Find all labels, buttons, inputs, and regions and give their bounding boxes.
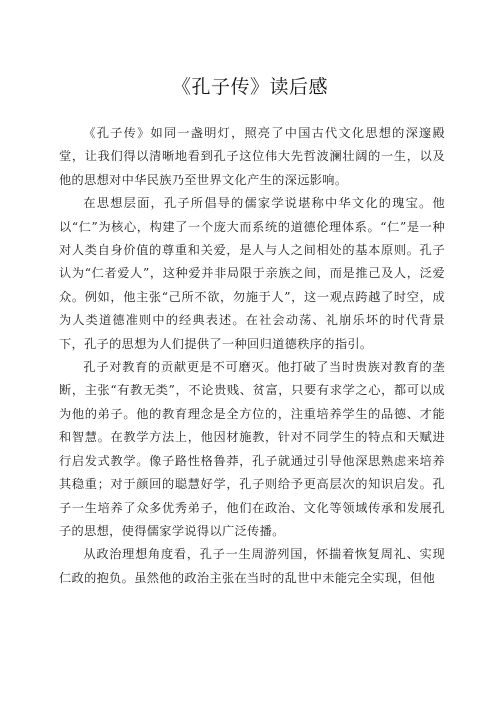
paragraph-politics: 从政治理想角度看，孔子一生周游列国，怀揣着恢复周礼、实现仁政的抱负。虽然他的政治主张在当时的乱世中未能完全实现，但他 xyxy=(59,547,445,585)
document-title: 《孔子传》读后感 xyxy=(171,76,328,98)
document-body xyxy=(59,122,445,590)
paragraph-intro: 《孔子传》如同一盏明灯，照亮了中国古代文化思想的深邃殿堂，让我们得以清晰地看到孔子这位伟大先哲波澜壮阔的一生，以及他的思想对中华民族乃至世界文化产生的深远影响。 xyxy=(59,126,445,187)
paragraph-education: 孔子对教育的贡献更是不可磨灭。他打破了当时贵族对教育的垄断，主张“有教无类”，不论贵贱、贫富，只要有求学之心，都可以成为他的弟子。他的教育理念是全方位的，注重培养学生的品德、才能和智慧。在教学方法上，他因材施教，针对不同学生的特点和天赋进行启发式教学。像子路性格鲁莽，孔子就通过引导他深思熟虑来培养其稳重；对于颜回的聪慧好学，孔子则给予更高层次的知识启发。孔子一生培养了众多优秀弟子，他们在政治、文化等领域传承和发展孔子的思想，使得儒家学说得以广泛传播。 xyxy=(59,360,445,538)
paragraph-thought: 在思想层面，孔子所倡导的儒家学说堪称中华文化的瑰宝。他以“仁”为核心，构建了一个庞大而系统的道德伦理体系。“仁”是一种对人类自身价值的尊重和关爱，是人与人之间相处的基本原则。孔子认为“仁者爱人”，这种爱并非局限于亲族之间，而是推己及人，泛爱众。例如，他主张“己所不欲，勿施于人”，这一观点跨越了时空，成为人类道德准则中的经典表述。在社会动荡、礼崩乐坏的时代背景下，孔子的思想为人们提供了一种回归道德秩序的指引。 xyxy=(59,196,445,351)
